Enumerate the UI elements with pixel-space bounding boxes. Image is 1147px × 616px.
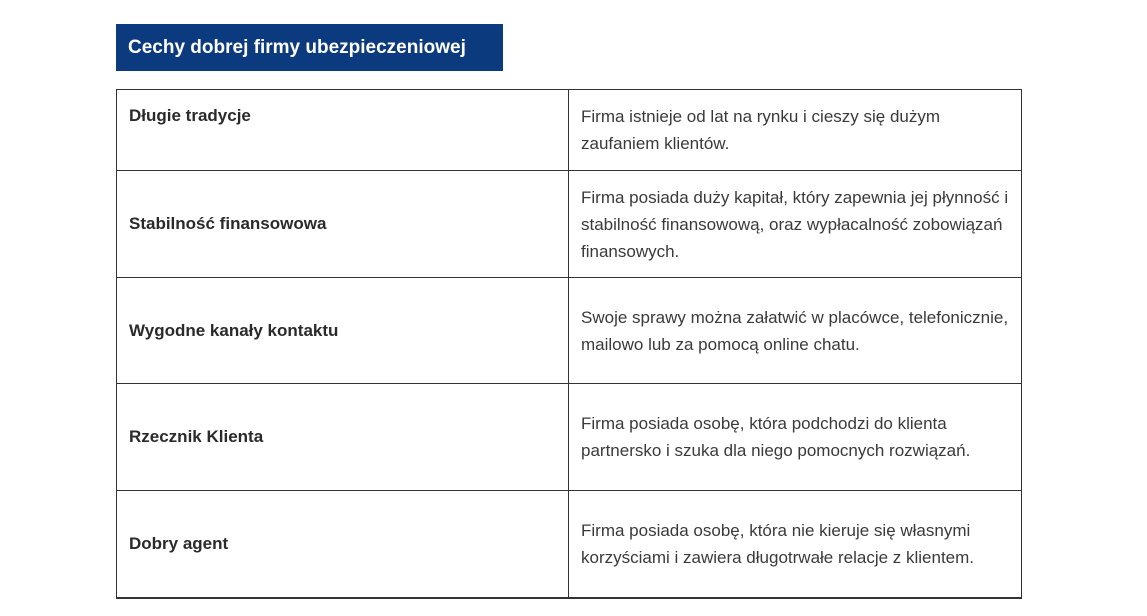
feature-name: Dobry agent: [117, 491, 569, 598]
feature-description: Firma posiada osobę, która podchodzi do klienta partnersko i szuka dla niego pomocnych rozwiązań.: [569, 384, 1022, 491]
feature-description: Firma istnieje od lat na rynku i cieszy się dużym zaufaniem klientów.: [569, 90, 1022, 171]
table-title: Cechy dobrej firmy ubezpieczeniowej: [116, 24, 503, 71]
table-row: [117, 90, 1022, 171]
table-row: [117, 384, 1022, 491]
features-table: [116, 89, 1022, 599]
feature-name: Stabilność finansowowa: [117, 171, 569, 278]
feature-description: Firma posiada osobę, która nie kieruje się własnymi korzyściami i zawiera długotrwałe relacje z klientem.: [569, 491, 1022, 598]
table-row: [117, 278, 1022, 384]
feature-name: Rzecznik Klienta: [117, 384, 569, 491]
feature-name: Wygodne kanały kontaktu: [117, 278, 569, 384]
feature-description: Firma posiada duży kapitał, który zapewnia jej płynność i stabilność finansowową, oraz wypłacalność zobowiązań finansowych.: [569, 171, 1022, 278]
table-row: [117, 171, 1022, 278]
feature-description: Swoje sprawy można załatwić w placówce, telefonicznie, mailowo lub za pomocą online chatu.: [569, 278, 1022, 384]
feature-name: Długie tradycje: [117, 90, 569, 171]
table-row: [117, 491, 1022, 598]
